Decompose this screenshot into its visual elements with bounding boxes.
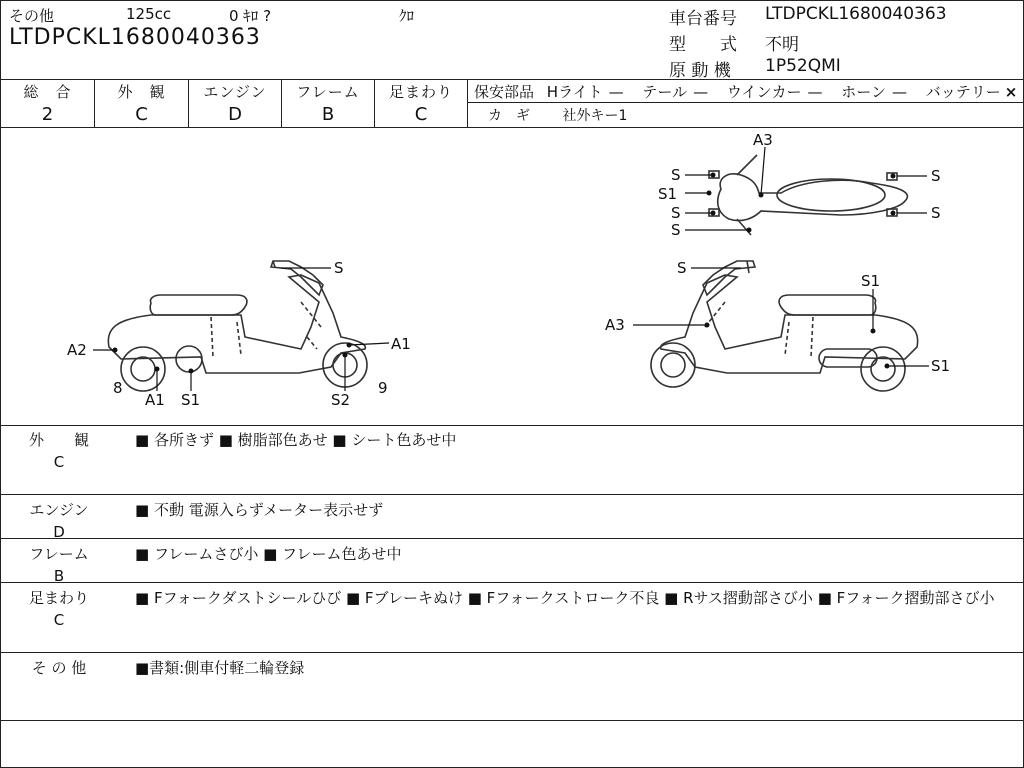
label-right-s-top: S	[677, 259, 687, 277]
label-right-a3: A3	[605, 316, 625, 334]
panel-seams	[705, 302, 813, 357]
mileage-text: 0 ｷﾛ ?	[229, 7, 272, 25]
section-category	[9, 499, 109, 543]
label-top-s-bl2: S	[671, 221, 681, 239]
section-category	[9, 429, 109, 473]
grade-value: C	[414, 104, 428, 125]
front-wheel-hub	[661, 353, 685, 377]
grade-value: 2	[41, 104, 54, 125]
label-left-8: 8	[113, 379, 123, 397]
front-wheel	[651, 343, 695, 387]
grade-label: フレーム	[296, 83, 360, 101]
grade-frame	[282, 79, 375, 127]
grade-label: 足まわり	[388, 83, 453, 101]
rear-wheel	[861, 347, 905, 391]
grade-suspension	[375, 79, 468, 127]
section-grade: C	[53, 611, 65, 629]
section-exterior	[1, 425, 1023, 495]
safety-item-battery: バッテリー ×	[925, 83, 1018, 101]
damage-markers	[113, 173, 896, 374]
section-category	[9, 587, 109, 631]
scooter-top-view	[709, 155, 907, 235]
section-text: ■ 各所きず ■ 樹脂部色あせ ■ シート色あせ中	[135, 431, 457, 449]
grade-total	[1, 79, 95, 127]
label-left-s1-bottom: S1	[181, 391, 201, 409]
top-seat	[777, 179, 885, 211]
label-left-9: 9	[378, 379, 388, 397]
grade-exterior	[95, 79, 189, 127]
safety-item-winker: ウインカー —	[726, 83, 823, 101]
label-left-a2: A2	[67, 341, 87, 359]
label-top-s-tr: S	[931, 167, 941, 185]
mirror-stem	[273, 261, 275, 267]
safety-item-horn: ホーン —	[841, 83, 907, 101]
muffler	[176, 346, 202, 372]
grade-value: D	[228, 104, 242, 125]
section-grade: C	[53, 453, 65, 471]
label-top-a3: A3	[753, 131, 773, 149]
vin-title: LTDPCKL1680040363	[9, 25, 261, 50]
key-label: カ ギ	[488, 108, 530, 124]
safety-parts	[468, 79, 1023, 127]
section-grade: B	[53, 567, 65, 585]
label-top-s-bl: S	[671, 204, 681, 222]
section-text: ■ Fフォークダストシールひび ■ Fブレーキぬけ ■ Fフォークストローク不良 ■ Rサス摺動部さび小 ■ Fフォーク摺動部さび小	[135, 589, 995, 607]
scooter-diagram-svg	[1, 127, 1023, 425]
header	[1, 1, 1023, 80]
model-label: 型 式	[669, 35, 737, 55]
top-handle-right	[737, 219, 751, 235]
chassis-label: 車台番号	[669, 9, 737, 29]
scooter-left-view	[108, 261, 367, 391]
section-text: ■ フレームさび小 ■ フレーム色あせ中	[135, 545, 402, 563]
displacement-text: 125cc	[126, 5, 172, 23]
damage-diagram	[1, 127, 1023, 426]
color-text: ｸﾛ	[399, 7, 415, 25]
grade-value: B	[321, 104, 335, 125]
section-frame	[1, 539, 1023, 583]
model-value: 不明	[765, 35, 799, 55]
seat-outline	[779, 295, 876, 315]
section-category-label: 足まわり	[28, 589, 89, 607]
label-left-s2: S2	[331, 391, 351, 409]
grade-label: 総 合	[23, 83, 72, 101]
label-left-a1-bottom: A1	[145, 391, 165, 409]
label-top-s-br: S	[931, 204, 941, 222]
label-top-s-tl: S	[671, 166, 681, 184]
section-engine	[1, 495, 1023, 539]
section-text: ■ 不動 電源入らずメーター表示せず	[135, 501, 384, 519]
section-category-label: エンジン	[29, 501, 89, 519]
category-text: その他	[9, 7, 55, 25]
seat-outline	[150, 295, 247, 315]
section-suspension	[1, 583, 1023, 653]
label-left-a1-right: A1	[391, 335, 411, 353]
key-value: 社外キー1	[562, 108, 628, 124]
section-category-label: 外 観	[28, 431, 89, 449]
grades-row	[1, 79, 1023, 128]
safety-item-tail: テール —	[642, 83, 709, 101]
safety-item-headlight: Hライト —	[546, 83, 624, 101]
label-right-s1-bottom: S1	[931, 357, 951, 375]
label-left-s-top: S	[334, 259, 344, 277]
section-grade: D	[53, 523, 65, 541]
key-row	[488, 105, 627, 125]
section-category-label: そ の 他	[31, 659, 87, 677]
rear-wheel-hub	[871, 357, 895, 381]
grade-value: C	[135, 104, 148, 125]
top-body-outline	[718, 174, 908, 221]
label-right-s1-top: S1	[861, 272, 881, 290]
section-category-label: フレーム	[29, 545, 89, 563]
section-other	[1, 653, 1023, 721]
safety-title: 保安部品	[474, 83, 535, 101]
section-text: ■書類:側車付軽二輪登録	[135, 659, 305, 677]
grade-label: 外 観	[117, 83, 166, 101]
grade-label: エンジン	[203, 83, 267, 101]
top-handle-left	[737, 155, 757, 175]
section-category	[9, 657, 109, 679]
grade-engine	[189, 79, 282, 127]
mirror-stem	[747, 261, 749, 273]
handlebar-outline	[271, 261, 323, 295]
label-top-s1: S1	[658, 185, 678, 203]
section-category	[9, 543, 109, 587]
panel-seams	[211, 302, 321, 357]
engine-type-label: 原 動 機	[669, 61, 731, 81]
divider	[468, 102, 1023, 103]
safety-parts-row	[474, 81, 1024, 102]
chassis-value: LTDPCKL1680040363	[765, 4, 947, 24]
engine-type-value: 1P52QMI	[765, 56, 841, 76]
rear-wheel-hub	[131, 357, 155, 381]
